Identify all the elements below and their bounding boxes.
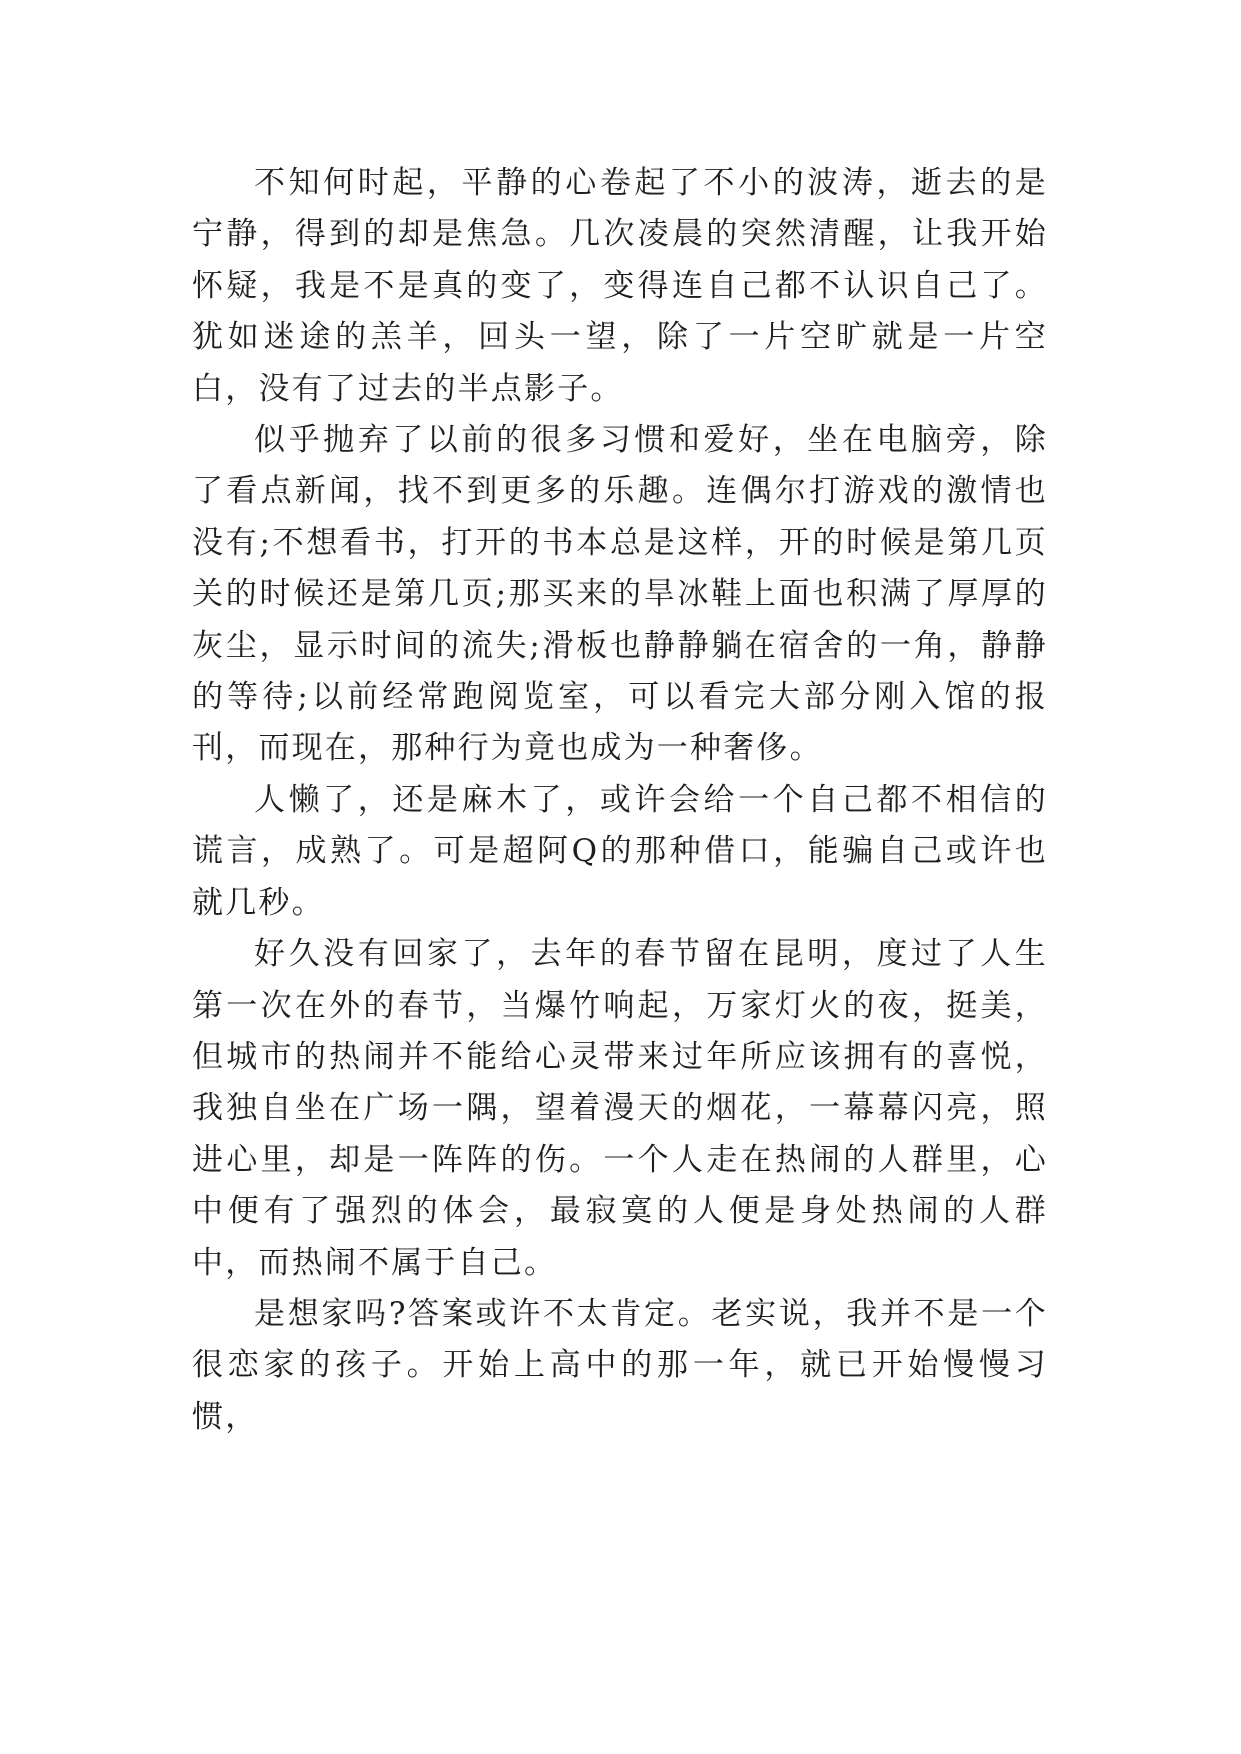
paragraph-5: 是想家吗?答案或许不太肯定。老实说，我并不是一个很恋家的孩子。开始上高中的那一年，就已开始慢慢习惯， xyxy=(192,1295,1048,1435)
paragraph-4: 好久没有回家了，去年的春节留在昆明，度过了人生第一次在外的春节，当爆竹响起，万家灯火的夜，挺美，但城市的热闹并不能给心灵带来过年所应该拥有的喜悦，我独自坐在广场一隅，望着漫天的烟花，一幕幕闪亮，照进心里，却是一阵阵的伤。一个人走在热闹的人群里，心中便有了强烈的体会，最寂寞的人便是身处热闹的人群中，而热闹不属于自己。 xyxy=(192,936,1048,1281)
paragraph-3: 人懒了，还是麻木了，或许会给一个自己都不相信的谎言，成熟了。可是超阿Q的那种借口，能骗自己或许也就几秒。 xyxy=(192,781,1048,921)
paragraph-1: 不知何时起，平静的心卷起了不小的波涛，逝去的是宁静，得到的却是焦急。几次凌晨的突然清醒，让我开始怀疑，我是不是真的变了，变得连自己都不认识自己了。犹如迷途的羔羊，回头一望，除了一片空旷就是一片空白，没有了过去的半点影子。 xyxy=(192,165,1048,407)
paragraph-2: 似乎抛弃了以前的很多习惯和爱好，坐在电脑旁，除了看点新闻，找不到更多的乐趣。连偶尔打游戏的激情也没有;不想看书，打开的书本总是这样，开的时候是第几页关的时候还是第几页;那买来的旱冰鞋上面也积满了厚厚的灰尘，显示时间的流失;滑板也静静躺在宿舍的一角，静静的等待;以前经常跑阅览室，可以看完大部分刚入馆的报刊，而现在，那种行为竟也成为一种奢侈。 xyxy=(192,422,1048,767)
document-body xyxy=(192,158,1048,1443)
